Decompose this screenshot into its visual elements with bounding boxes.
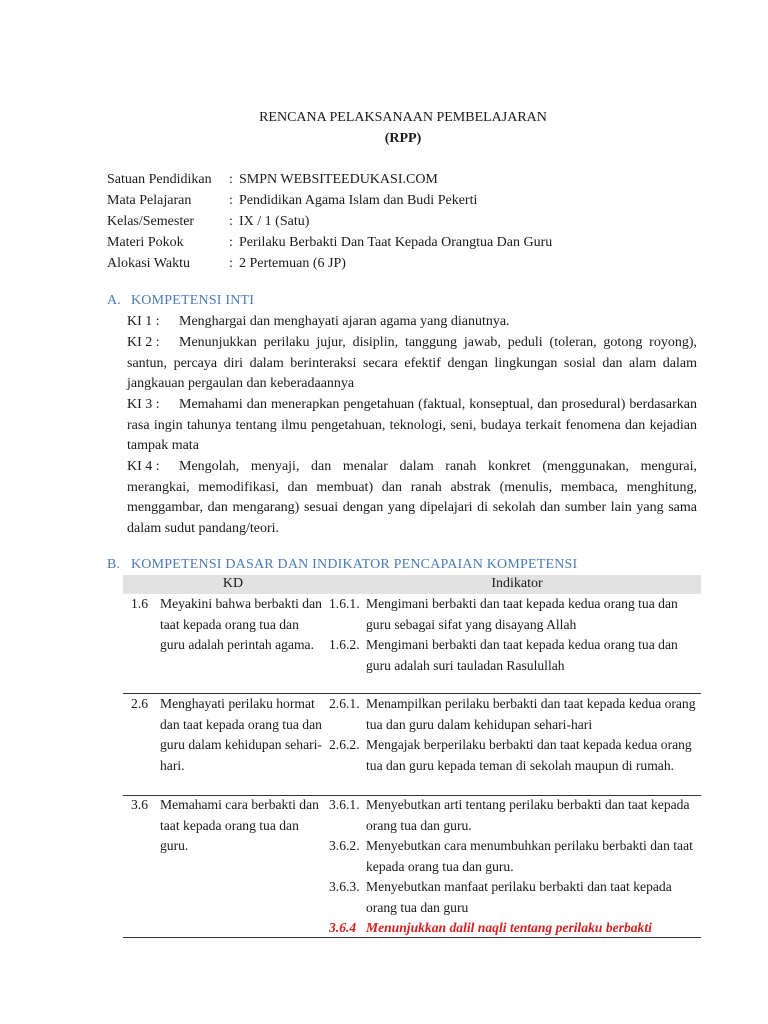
ki-item: [127, 312, 697, 333]
identity-colon: :: [229, 172, 233, 187]
identity-value: Pendidikan Agama Islam dan Budi Pekerti: [239, 193, 478, 208]
ki-text: Menunjukkan perilaku jujur, disiplin, tanggung jawab, peduli (toleran, gotong royong), santun, percaya diri dalam berinteraksi secara efektif dengan lingkungan sosial dan alam dalam jangkauan pergaulan dan keberadaannya: [127, 335, 697, 392]
identity-label: Alokasi Waktu: [107, 256, 190, 271]
indicator-number: 1.6.1.: [329, 596, 360, 611]
ki-text: Menghargai dan menghayati ajaran agama yang dianutnya.: [179, 314, 510, 329]
ki-label: KI 4 :: [127, 459, 160, 474]
indicator-text: Mengimani berbakti dan taat kepada kedua orang tua dan guru adalah suri tauladan Rasulullah: [366, 637, 678, 673]
identity-value: Perilaku Berbakti Dan Taat Kepada Orangtua Dan Guru: [239, 235, 553, 250]
indicator-text: Menampilkan perilaku berbakti dan taat kepada kedua orang tua dan guru dalam kehidupan sehari-hari: [366, 696, 696, 732]
document-title: RENCANA PELAKSANAAN PEMBELAJARAN: [259, 110, 547, 125]
table-bottom-border: [123, 937, 701, 938]
identity-colon: :: [229, 214, 233, 229]
identity-value: 2 Pertemuan (6 JP): [239, 256, 346, 271]
kd-text: Meyakini bahwa berbakti dan taat kepada orang tua dan guru adalah perintah agama.: [160, 596, 322, 653]
section-a-heading: [107, 293, 254, 309]
indicator-text: Menyebutkan cara menumbuhkan perilaku berbakti dan taat kepada orang tua dan guru.: [366, 838, 693, 874]
identity-label: Kelas/Semester: [107, 214, 195, 229]
ki-text: Mengolah, menyaji, dan menalar dalam ranah konkret (menggunakan, mengurai, merangkai, memodifikasi, dan membuat) dan ranah abstrak (menulis, membaca, menghitung, menggambar, dan mengarang) sesuai dengan yang dipelajari di sekolah dan sumber lain yang sama dalam sudut pandang/teori.: [127, 459, 697, 536]
identity-colon: :: [229, 193, 233, 208]
kd-text: Menghayati perilaku hormat dan taat kepada orang tua dan guru dalam kehidupan sehari-hari.: [160, 696, 322, 773]
section-title: KOMPETENSI INTI: [131, 293, 255, 308]
indicator-text-highlight: Menunjukkan dalil naqli tentang perilaku berbakti: [366, 920, 652, 935]
ki-item: [127, 457, 697, 539]
kd-number: 3.6: [131, 797, 148, 812]
indicator-text: Mengajak berperilaku berbakti dan taat kepada kedua orang tua dan guru kepada teman di sekolah maupun di rumah.: [366, 737, 692, 773]
kd-number: 1.6: [131, 596, 148, 611]
kd-number: 2.6: [131, 696, 148, 711]
indicator-text: Menyebutkan manfaat perilaku berbakti dan taat kepada orang tua dan guru: [366, 879, 672, 915]
identity-label: Satuan Pendidikan: [107, 172, 212, 187]
ki-item: [127, 395, 697, 457]
ki-text: Memahami dan menerapkan pengetahuan (faktual, konseptual, dan prosedural) berdasarkan rasa ingin tahunya tentang ilmu pengetahuan, teknologi, seni, budaya terkait fenomena dan kejadian tampak mata: [127, 397, 697, 454]
indicator-number: 2.6.1.: [329, 696, 360, 711]
indicator-number: 2.6.2.: [329, 737, 360, 752]
indicator-text: Mengimani berbakti dan taat kepada kedua orang tua dan guru sebagai sifat yang disayang Allah: [366, 596, 678, 632]
identity-value: SMPN WEBSITEEDUKASI.COM: [239, 172, 438, 187]
indicator-number: 1.6.2.: [329, 637, 360, 652]
indicator-number-highlight: 3.6.4: [329, 920, 357, 935]
identity-colon: :: [229, 256, 233, 271]
indicator-number: 3.6.2.: [329, 838, 360, 853]
identity-label: Mata Pelajaran: [107, 193, 192, 208]
ki-label: KI 1 :: [127, 314, 160, 329]
section-b-heading: [107, 557, 577, 573]
identity-label: Materi Pokok: [107, 235, 184, 250]
document-subtitle: (RPP): [384, 131, 422, 146]
table-header: [123, 575, 701, 594]
section-title: KOMPETENSI DASAR DAN INDIKATOR PENCAPAIAN KOMPETENSI: [131, 557, 578, 572]
ki-item: [127, 333, 697, 395]
indicator-number: 3.6.3.: [329, 879, 360, 894]
section-letter: A.: [107, 293, 122, 308]
indicator-text: Menyebutkan arti tentang perilaku berbakti dan taat kepada orang tua dan guru.: [366, 797, 690, 833]
ki-label: KI 2 :: [127, 335, 160, 350]
identity-value: IX / 1 (Satu): [239, 214, 310, 229]
ki-label: KI 3 :: [127, 397, 160, 412]
column-header-kd: KD: [222, 576, 244, 591]
identity-colon: :: [229, 235, 233, 250]
section-letter: B.: [107, 557, 121, 572]
column-header-indikator: Indikator: [491, 576, 543, 591]
kd-text: Memahami cara berbakti dan taat kepada orang tua dan guru.: [160, 797, 319, 854]
indicator-number: 3.6.1.: [329, 797, 360, 812]
